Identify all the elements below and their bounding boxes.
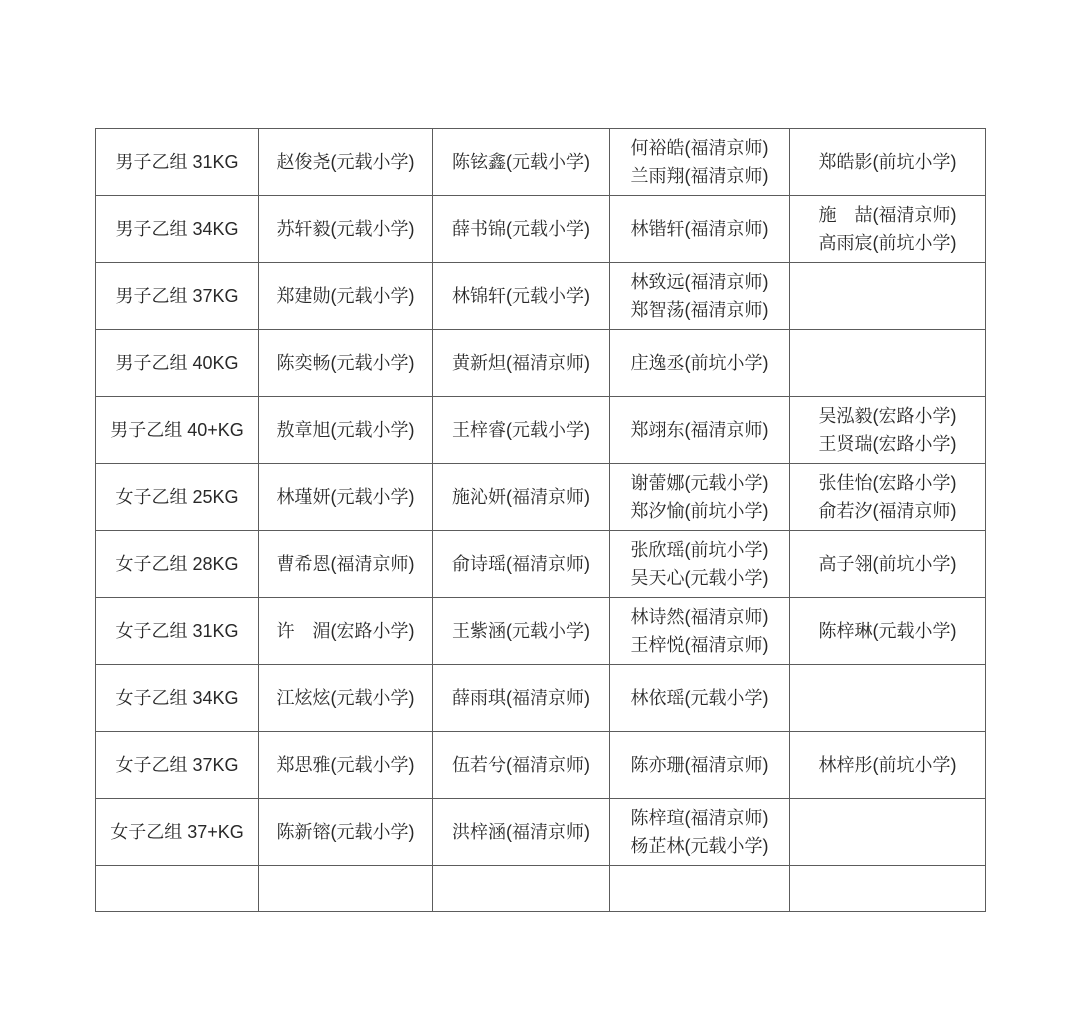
cell-line: 薛书锦(元载小学) [452, 219, 590, 239]
entry-cell [790, 732, 986, 799]
cell-line: 高雨宸(前坑小学) [818, 233, 957, 253]
entry-cell [433, 196, 610, 263]
entry-cell [433, 732, 610, 799]
entry-cell [433, 330, 610, 397]
cell-line: 张欣瑶(前坑小学) [630, 540, 769, 560]
cell-line: 陈亦珊(福清京师) [630, 755, 769, 775]
entry-cell [790, 598, 986, 665]
entry-cell [259, 598, 433, 665]
category-cell [96, 330, 259, 397]
entry-cell [610, 129, 790, 196]
cell-line: 郑翊东(福清京师) [630, 420, 769, 440]
entry-cell [433, 598, 610, 665]
cell-line: 林梓彤(前坑小学) [818, 755, 957, 775]
entry-cell [259, 665, 433, 732]
cell-line: 郑汐愉(前坑小学) [630, 501, 769, 521]
cell-line: 林致远(福清京师) [630, 272, 769, 292]
cell-line: 江炫炫(元载小学) [276, 688, 415, 708]
entry-cell [790, 263, 986, 330]
cell-line: 吴天心(元载小学) [630, 568, 769, 588]
entry-cell [433, 531, 610, 598]
category-cell [96, 665, 259, 732]
cell-line: 黄新炟(福清京师) [452, 353, 590, 373]
entry-cell [610, 732, 790, 799]
entry-cell [610, 799, 790, 866]
table-row [96, 263, 986, 330]
cell-line: 郑皓影(前坑小学) [818, 152, 957, 172]
cell-line: 男子乙组 31KG [115, 152, 239, 172]
category-cell [96, 866, 259, 912]
cell-line: 陈梓瑄(福清京师) [630, 808, 769, 828]
table-row [96, 665, 986, 732]
cell-line: 兰雨翔(福清京师) [630, 166, 769, 186]
entry-cell [433, 665, 610, 732]
entry-cell [259, 531, 433, 598]
cell-line: 谢蕾娜(元载小学) [630, 473, 769, 493]
entry-cell [790, 397, 986, 464]
cell-line: 王梓悦(福清京师) [630, 635, 769, 655]
cell-line: 王梓睿(元载小学) [452, 420, 590, 440]
table-row [96, 598, 986, 665]
cell-line: 吴泓毅(宏路小学) [818, 406, 957, 426]
cell-line: 赵俊尧(元载小学) [276, 152, 415, 172]
cell-line: 施沁妍(福清京师) [452, 487, 590, 507]
entry-cell [433, 129, 610, 196]
cell-line: 女子乙组 37KG [115, 755, 239, 775]
entry-cell [259, 866, 433, 912]
cell-line: 林锦轩(元载小学) [452, 286, 590, 306]
cell-line: 庄逸丞(前坑小学) [630, 353, 769, 373]
cell-line: 男子乙组 34KG [115, 219, 239, 239]
category-cell [96, 263, 259, 330]
table-row [96, 330, 986, 397]
cell-line: 施 喆(福清京师) [818, 205, 957, 225]
cell-line: 女子乙组 31KG [115, 621, 239, 641]
cell-line: 伍若兮(福清京师) [452, 755, 590, 775]
entry-cell [610, 866, 790, 912]
cell-line: 陈梓琳(元载小学) [818, 621, 957, 641]
cell-line: 郑思雅(元载小学) [276, 755, 415, 775]
entry-cell [790, 129, 986, 196]
table-row [96, 129, 986, 196]
cell-line: 女子乙组 28KG [115, 554, 239, 574]
cell-line: 许 湄(宏路小学) [276, 621, 415, 641]
cell-line: 郑智荡(福清京师) [630, 300, 769, 320]
category-cell [96, 196, 259, 263]
category-cell [96, 397, 259, 464]
cell-line: 林瑾妍(元载小学) [276, 487, 415, 507]
entry-cell [433, 263, 610, 330]
table-row [96, 196, 986, 263]
results-table-body [96, 129, 986, 912]
category-cell [96, 799, 259, 866]
entry-cell [259, 397, 433, 464]
cell-line: 男子乙组 37KG [115, 286, 239, 306]
table-row [96, 531, 986, 598]
cell-line: 高子翎(前坑小学) [818, 554, 957, 574]
entry-cell [259, 732, 433, 799]
category-cell [96, 129, 259, 196]
entry-cell [259, 129, 433, 196]
cell-line: 杨芷林(元载小学) [630, 836, 769, 856]
results-table-container [95, 128, 986, 912]
empty-row [96, 866, 986, 912]
cell-line: 曹希恩(福清京师) [276, 554, 415, 574]
cell-line: 林锴轩(福清京师) [630, 219, 769, 239]
entry-cell [790, 665, 986, 732]
entry-cell [790, 196, 986, 263]
entry-cell [610, 397, 790, 464]
entry-cell [790, 531, 986, 598]
cell-line: 何裕皓(福清京师) [630, 138, 769, 158]
entry-cell [610, 330, 790, 397]
cell-line: 男子乙组 40+KG [110, 420, 244, 440]
category-cell [96, 531, 259, 598]
table-row [96, 464, 986, 531]
entry-cell [259, 330, 433, 397]
entry-cell [259, 196, 433, 263]
cell-line: 洪梓涵(福清京师) [452, 822, 590, 842]
entry-cell [790, 866, 986, 912]
entry-cell [610, 531, 790, 598]
table-row [96, 397, 986, 464]
entry-cell [790, 464, 986, 531]
cell-line: 王紫涵(元载小学) [452, 621, 590, 641]
cell-line: 敖章旭(元载小学) [276, 420, 415, 440]
cell-line: 薛雨琪(福清京师) [452, 688, 590, 708]
cell-line: 俞诗瑶(福清京师) [452, 554, 590, 574]
cell-line: 俞若汐(福清京师) [818, 501, 957, 521]
cell-line: 女子乙组 34KG [115, 688, 239, 708]
cell-line: 女子乙组 25KG [115, 487, 239, 507]
entry-cell [433, 397, 610, 464]
entry-cell [433, 464, 610, 531]
entry-cell [610, 464, 790, 531]
cell-line: 王贤瑞(宏路小学) [818, 434, 957, 454]
cell-line: 苏轩毅(元载小学) [276, 219, 415, 239]
entry-cell [790, 799, 986, 866]
entry-cell [610, 598, 790, 665]
table-row [96, 799, 986, 866]
category-cell [96, 464, 259, 531]
cell-line: 男子乙组 40KG [115, 353, 239, 373]
results-table [95, 128, 986, 912]
entry-cell [433, 799, 610, 866]
entry-cell [259, 263, 433, 330]
cell-line: 陈新镕(元载小学) [276, 822, 415, 842]
cell-line: 陈奕畅(元载小学) [276, 353, 415, 373]
cell-line: 张佳怡(宏路小学) [818, 473, 957, 493]
entry-cell [790, 330, 986, 397]
entry-cell [433, 866, 610, 912]
entry-cell [610, 665, 790, 732]
cell-line: 林依瑶(元载小学) [630, 688, 769, 708]
table-row [96, 732, 986, 799]
entry-cell [259, 464, 433, 531]
cell-line: 郑建勋(元载小学) [276, 286, 415, 306]
cell-line: 陈铉鑫(元载小学) [452, 152, 590, 172]
entry-cell [610, 196, 790, 263]
entry-cell [610, 263, 790, 330]
cell-line: 林诗然(福清京师) [630, 607, 769, 627]
category-cell [96, 732, 259, 799]
cell-line: 女子乙组 37+KG [110, 822, 244, 842]
entry-cell [259, 799, 433, 866]
category-cell [96, 598, 259, 665]
